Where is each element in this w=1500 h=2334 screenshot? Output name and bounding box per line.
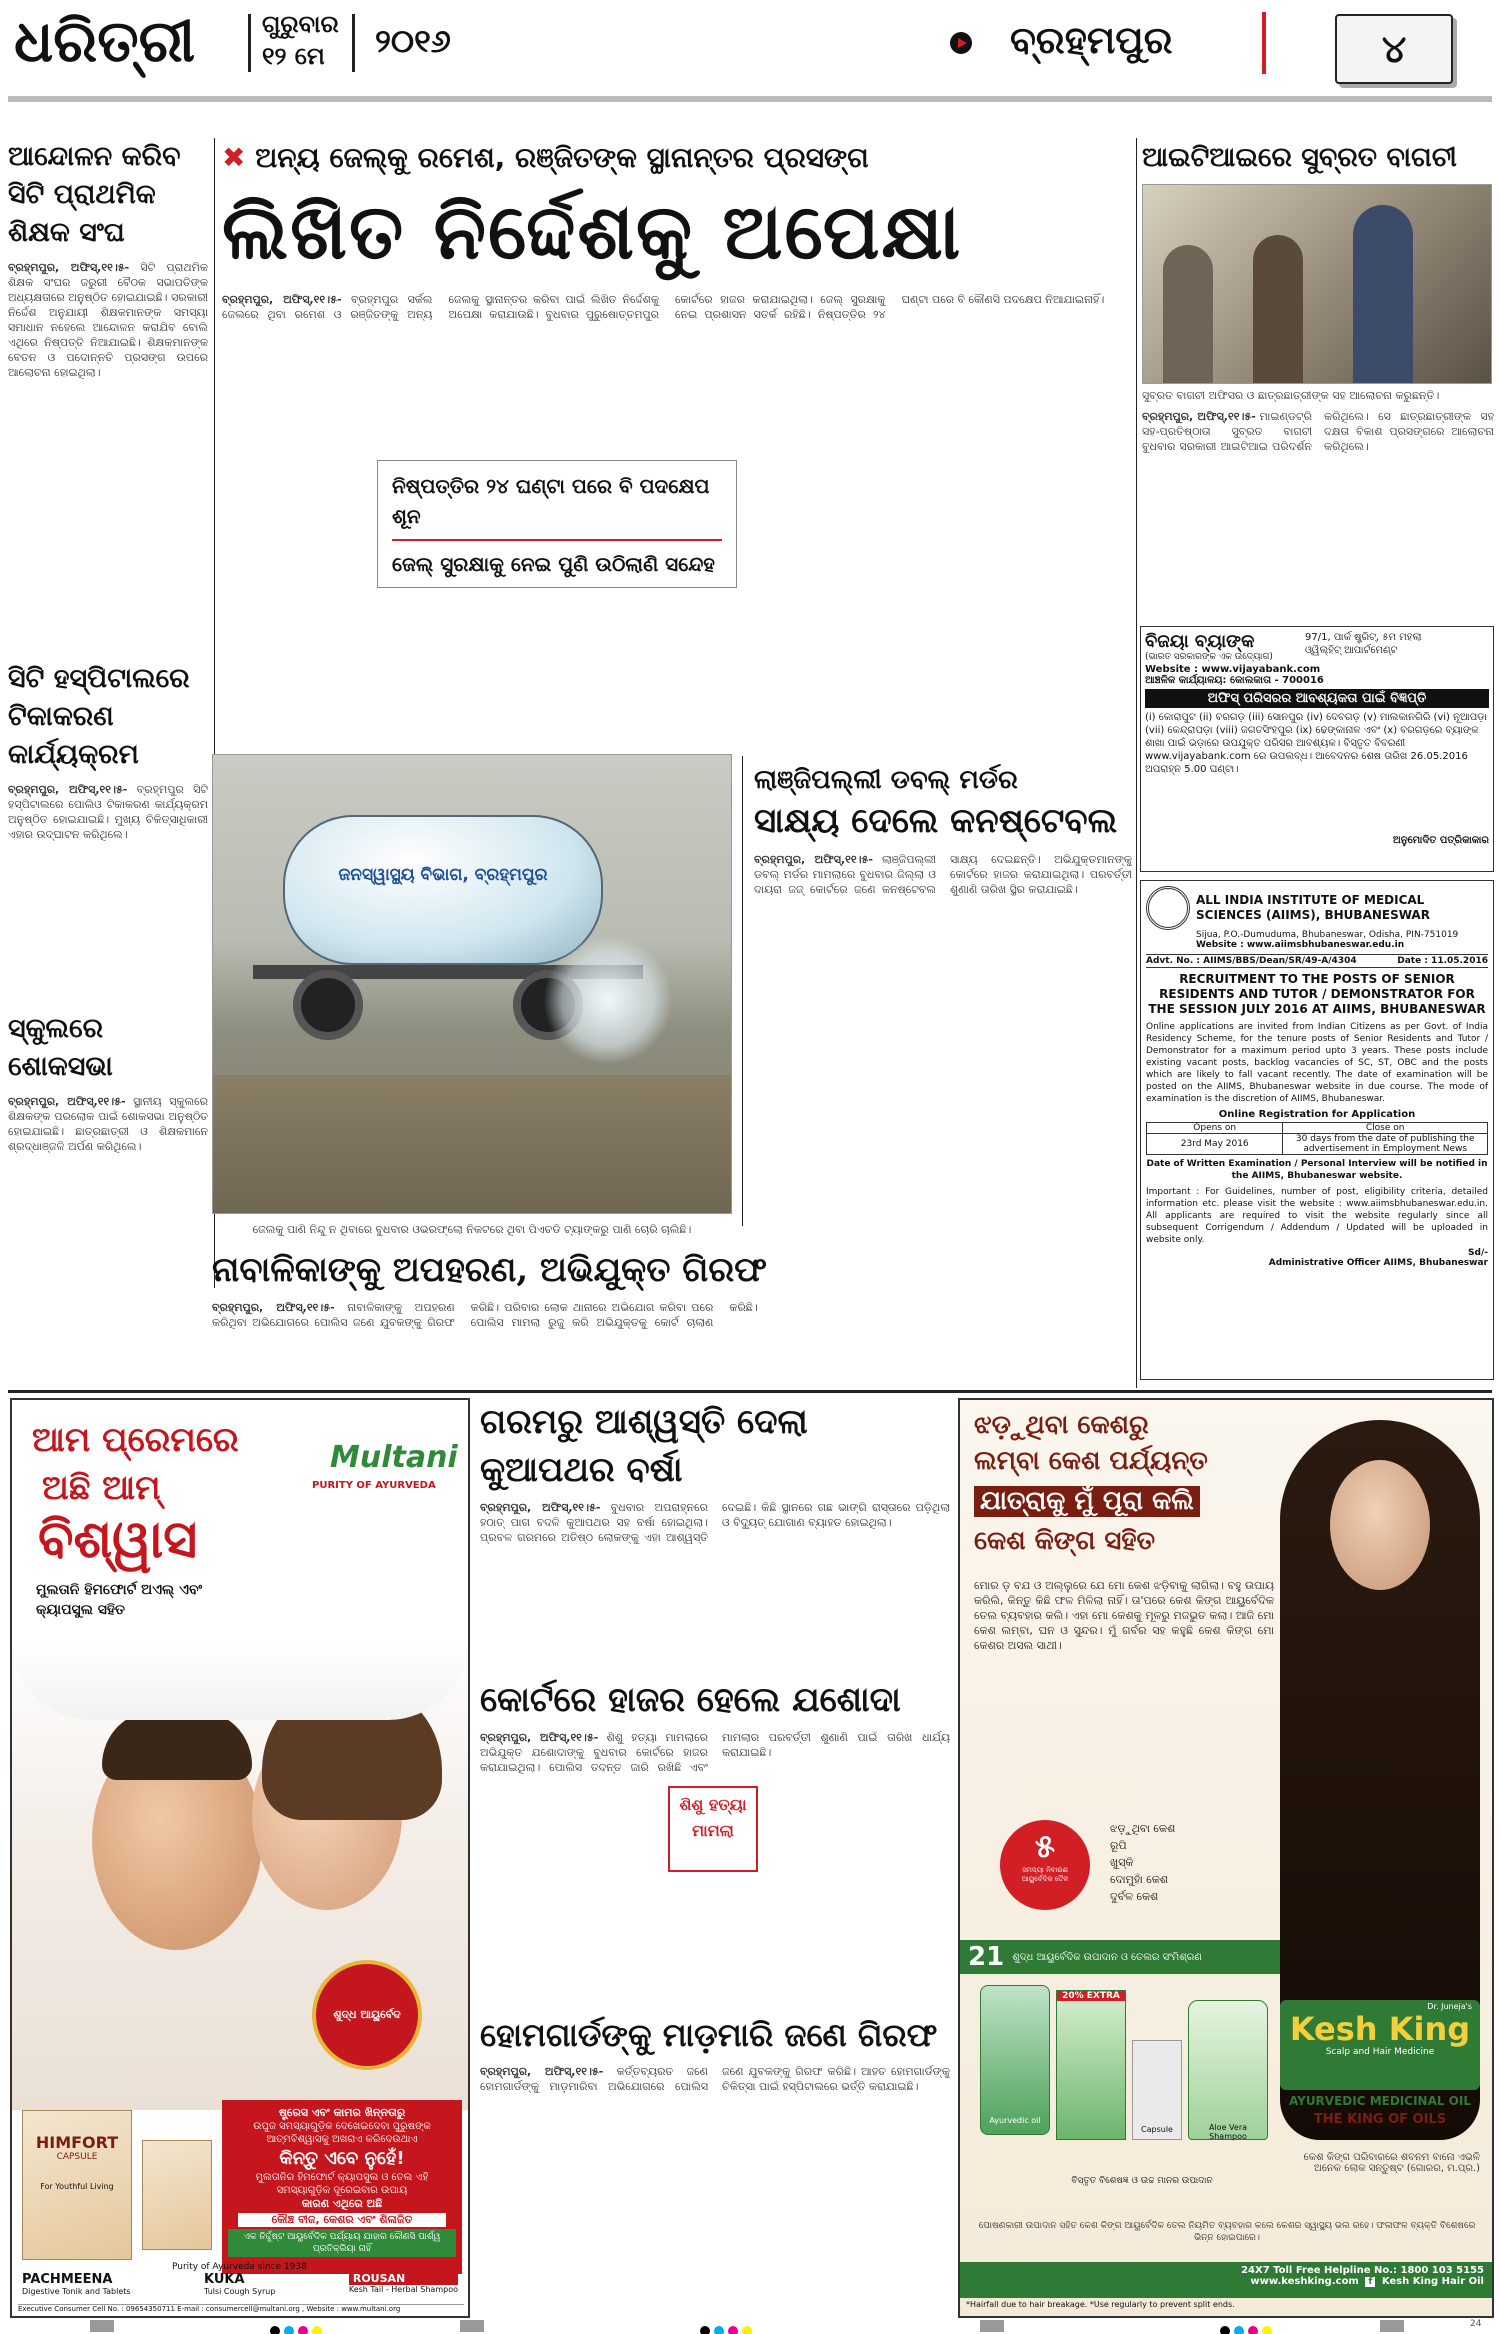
teachers-dateline: ବ୍ରହ୍ମପୁର, ଅଫିସ୍,୧୧।୫- [8,261,130,274]
lead-pullquote-2: ଜେଲ୍ ସୁରକ୍ଷାକୁ ନେଇ ପୁଣି ଉଠିଲାଣି ସନ୍ଦେହ [392,552,715,576]
aiims-logo-icon [1146,886,1190,930]
vaccination-dateline: ବ୍ରହ୍ମପୁର, ଅଫିସ୍,୧୧।୫- [8,783,128,796]
footer-page-no: 24 [1470,2319,1482,2329]
iti-headline: ଆଇଟିଆଇରେ ସୁବ୍ରତ ବାଗଚୀ [1142,142,1457,173]
teachers-headline: ଆନ୍ଦୋଳନ କରିବ ସିଟି ପ୍ରାଥମିକ ଶିକ୍ଷକ ସଂଘ [8,141,181,248]
dot-black [700,2326,710,2334]
homeguard-body-wrap [480,2064,950,2294]
keshking-brand: Kesh King [1289,2010,1471,2048]
keshking-brand-sub: Scalp and Hair Medicine [1325,2047,1435,2057]
opens-label: Opens on [1147,1123,1283,1134]
rain-headline: ଗରମରୁ ଆଶ୍ୱସ୍ତି ଦେଲା କୁଆପଥର ବର୍ଷା [480,1402,808,1490]
rain-body: ବୁଧବାର ଅପରାହ୍ନରେ ହଠାତ୍ ପାଗ ବଦଳି କୁଆପଥର ସହ ବର୍ଷା ହୋଇଥିଲା। ପ୍ରବଳ ଗରମରେ ଅତିଷ୍ଠ ଲୋକଙ୍କୁ ଏହା ଆଶ୍ୱସ୍ତି ଦେଇଛି। କିଛି ସ୍ଥାନରେ ଗଛ ଭାଙ୍ଗି ରାସ୍ତାରେ ପଡ଼ିଥିଲା ଓ ବିଦ୍ୟୁତ୍ ଯୋଗାଣ ବ୍ୟାହତ ହୋଇଥିଲା। [480,1501,950,1544]
condolence-headline: ସ୍କୁଲରେ ଶୋକସଭା [8,1013,113,1082]
pachmeena-name: PACHMEENA [22,2272,113,2287]
vijaya-title-block [1145,631,1305,662]
tanker-photo-caption: ଜେଲକୁ ପାଣି ନିନ୍ଦୁ ନ ଥିବାରେ ବୁଧବାର ଓଭରଫ୍ଲୋ ନିକଟରେ ଥିବା ପିଏଚଡି ଟ୍ୟାଙ୍କରୁ ପାଣି ଚୋରି ଚାଲିଛି। [252,1223,692,1236]
kuka-tag: Tulsi Cough Syrup [204,2287,276,2296]
aiims-exam-note: Date of Written Examination / Personal Interview will be notified in the AIIMS, Bhubaneswar website. [1146,1159,1488,1181]
column-rule-lead [742,756,743,1226]
keshking-headline-1: ଝଡ଼ୁଥିବା କେଶରୁ [974,1410,1149,1440]
column-rule-right [1136,138,1137,1388]
court-badge-text: ଶିଶୁ ହତ୍ୟା ମାମଲା [679,1795,747,1840]
homeguard-dateline: ବ୍ରହ୍ମପୁର, ଅଫିସ୍,୧୧।୫- [480,2065,604,2078]
list-item: ଦୋମୁହାଁ କେଶ [1110,1873,1169,1886]
multani-brand: Multani [330,1440,458,1475]
aiims-important: Important : For Guidelines, number of post, eligibility criteria, detailed information etc. please visit the website : www.aiimsbhubaneswar.edu.in. All applicants are required to visit the website regularly since all subsequent Corrigendum / Addendum / Updated will be uploaded in website only. [1146,1187,1488,1245]
person-silhouette-2 [1253,235,1303,384]
murder-story [754,762,1132,1382]
murder-dateline: ବ୍ରହ୍ମପୁର, ଅଫିସ୍,୧୧।୫- [754,853,873,866]
dot-cyan [1234,2326,1244,2334]
page-number-tab [1335,14,1453,84]
registration-block-mid1 [460,2320,484,2332]
keshking-herbs-bar [960,1940,1280,1974]
list-item: ରୂପି [1110,1839,1127,1852]
vijaya-bank-notice [1140,626,1494,872]
iti-story [1142,138,1494,648]
lead-kicker-text: ଅନ୍ୟ ଜେଲ୍‌କୁ ରମେଶ, ରଞ୍ଜିତଙ୍କ ସ୍ଥାନାନ୍ତର ପ୍ରସଙ୍ଗ [255,141,869,174]
keshking-site: www.keshking.com [1250,2276,1359,2287]
lead-pullquote-1: ନିଷ୍ପତ୍ତିର ୨୪ ଘଣ୍ଟା ପରେ ବି ପଦକ୍ଷେପ ଶୂନ [392,474,710,528]
keshking-shampoo [1188,2000,1268,2140]
keshking-user-note: କେଶ କିଙ୍ଗ ପରିବାରରେ ଶବନମ ବାନୋ ଏଭଳି ଅନେକ ଲୋକ ସନ୍ତୁଷ୍ଟ (ଗୋରର, ମ.ପ୍ର.) [1303,2152,1480,2174]
lead-dateline: ବ୍ରହ୍ମପୁର, ଅଫିସ୍,୧୧।୫- [222,293,342,306]
dot-magenta [298,2326,308,2334]
lead-headline: ଲିଖିତ ନିର୍ଦ୍ଦେଶକୁ ଅପେକ୍ଷା [222,187,963,276]
multani-sub-brands [22,2272,458,2302]
keshking-herbs-text: ଶୁଦ୍ଧ ଆୟୁର୍ବେଦିକ ଉପାଦାନ ଓ ତେଲର ସଂମିଶ୍ରଣ [1012,1951,1202,1963]
multani-footer: Executive Consumer Cell No. : 09654350711 E-mail : consumercell@multani.org , Website : www.multani.org [18,2304,464,2313]
homeguard-headline: ହୋମଗାର୍ଡଙ୍କୁ ମାଡ଼ମାରି ଜଣେ ଗିରଫ [480,2016,938,2054]
masthead-day: ଗୁରୁବାର [262,10,339,38]
himfort-product: HIMFORT [35,2133,119,2152]
himfort-product-sub: CAPSULE [56,2152,98,2162]
vijaya-header [1145,631,1489,662]
list-item: ଖୁସ୍କି [1110,1856,1134,1869]
keshking-logo [1280,2000,1480,2090]
quality-seal-text: ଶୁଦ୍ଧ ଆୟୁର୍ବେଦ [333,2008,401,2021]
red-cross-icon: ✖ [222,141,246,174]
masthead-divider-2 [352,14,355,72]
kuka-brand [204,2272,275,2296]
multani-headline-2: ଅଛି ଆମ୍ [42,1468,161,1508]
keshking-benefits [1110,1820,1175,1905]
masthead [0,0,1500,112]
tanker-wheel-left [293,970,363,1040]
rain-story [480,1398,950,1668]
keshking-footnote: *Hairfall due to hair breakage. *Use regularly to prevent split ends. [966,2300,1235,2309]
aiims-notice [1140,880,1494,1380]
keshking-fb: Kesh King Hair Oil [1381,2276,1484,2287]
masthead-rule [8,96,1492,102]
abduction-dateline: ବ୍ରହ୍ମପୁର, ଅଫିସ୍,୧୧।୫- [212,1301,335,1314]
water-splash [543,935,673,1065]
keshking-headline-4: କେଶ କିଙ୍ଗ ସହିତ [974,1526,1156,1556]
aiims-sign: Sd/- [1468,1248,1488,1258]
vaccination-headline: ସିଟି ହସ୍ପିଟାଲରେ ଟିକାକରଣ କାର୍ଯ୍ୟକ୍ରମ [8,663,190,770]
vijaya-body: (i) କୋରାପୁଟ (ii) ବରଗଡ଼ (iii) ସୋନପୁର (iv) ଦେବଗଡ଼ (v) ମାଲକାନଗିରି (vi) ନୂଆପଡ଼ା (vii) କେନ୍ଦ୍ରାପଡ଼ା (viii) ଜଗତସିଂହପୁର (ix) ଢେଙ୍କାନାଳ ଏବଂ (x) ବରଗଡ଼ରେ ବ୍ୟାଙ୍କ ଶାଖା ପାଇଁ ଭଡ଼ାରେ ଉପଯୁକ୍ତ ପରିସର ଆବଶ୍ୟକ। ବିସ୍ତୃତ ବିବରଣୀ www.vijayabank.com ରେ ଉପଲବ୍ଧ। ଆବେଦନର ଶେଷ ତାରିଖ 26.05.2016 ଅପରାହ୍ନ 5.00 ଘଣ୍ଟା। [1145,712,1487,775]
multani-promo-5: କାରଣ ଏଥିରେ ଅଛି [301,2197,383,2210]
teachers-body-wrap [8,260,208,640]
keshking-oil-label: Ayurvedic oil [989,2116,1041,2125]
rousan-tag: Kesh Tail - Herbal Shampoo [348,2285,458,2294]
abduction-body: ନାବାଳିକାଙ୍କୁ ଅପହରଣ କରିଥିବା ଅଭିଯୋଗରେ ପୋଲିସ ଜଣେ ଯୁବକଙ୍କୁ ଗିରଫ କରିଛି। ପରିବାର ଲୋକ ଥାନାରେ ଅଭିଯୋଗ କରିବା ପରେ ପୋଲିସ ମାମଲା ରୁଜୁ କରି ଅଭିଯୁକ୍ତକୁ କୋର୍ଟ ଚାଲାଣ କରିଛି। [212,1301,758,1329]
pachmeena-tag: Digestive Tonik and Tablets [22,2287,131,2296]
vijaya-address-2: ଓ୍ୱିଲ୍‌ହିଟ୍ ଆପାର୍ଟମେଣ୍ଟ [1305,645,1398,656]
person-silhouette-1 [1353,205,1413,384]
keshking-brand-by: Dr. Juneja's [1427,2002,1472,2011]
keshking-product-line: AYURVEDIC MEDICINAL OIL [1288,2094,1471,2108]
aiims-table-title: Online Registration for Application [1218,1109,1416,1120]
court-story [480,1676,950,2006]
iti-photo-caption: ସୁବ୍ରତ ବାଗଚୀ ଅଫିସର ଓ ଛାତ୍ରଛାତ୍ରୀଙ୍କ ସହ ଆଲୋଚନା କରୁଛନ୍ତି। [1142,389,1440,402]
teachers-body: ସିଟି ପ୍ରାଥମିକ ଶିକ୍ଷକ ସଂଘର ଜରୁରୀ ବୈଠକ ସଭାପତିଙ୍କ ଅଧ୍ୟକ୍ଷତାରେ ଅନୁଷ୍ଠିତ ହୋଇଯାଇଛି। ସରକାରୀ ନିର୍ଦ୍ଦେଶ ଅନୁଯାୟୀ ଶିକ୍ଷକମାନଙ୍କ ସମସ୍ୟା ସମାଧାନ ନହେଲେ ଆନ୍ଦୋଳନ କରାଯିବ ବୋଲି ଏଥିରେ ନିଷ୍ପତ୍ତି ନିଆଯାଇଛି। ଶିକ୍ଷକମାନଙ୍କ ବେତନ ଓ ପଦୋନ୍ନତି ପ୍ରସଙ୍ଗ ଉପରେ ଆଲୋଚନା ହୋଇଥିଲା। [8,261,208,379]
aiims-advt-row [1146,954,1488,968]
keshking-shampoo-label: Aloe Vera Shampoo [1208,2123,1248,2141]
vijaya-footer: ଅନୁମୋଦିତ ପତ୍ରିକାକାର [1392,835,1489,846]
vijaya-address-block [1305,631,1421,662]
dot-cyan [284,2326,294,2334]
court-headline: କୋର୍ଟରେ ହାଜର ହେଲେ ଯଶୋଦା [480,1680,901,1720]
dot-black [270,2326,280,2334]
murder-headline: ସାକ୍ଷ୍ୟ ଦେଲେ କନଷ୍ଟେବଲ [754,801,1118,841]
person-silhouette-3 [1163,245,1213,384]
rain-body-wrap [480,1500,950,1696]
abduction-headline: ନାବାଳିକାଙ୍କୁ ଅପହରଣ, ଅଭିଯୁକ୍ତ ଗିରଫ [212,1250,767,1290]
keshking-disclaimer: ପୋଷଣକାରୀ ଉପାଦାନ ସହିତ କେଶ କିଙ୍ଗ ଆୟୁର୍ବେଦିକ ତେଲ ନିୟମିତ ବ୍ୟବହାର କଲେ କେଶର ସ୍ୱାସ୍ଥ୍ୟ ଭଲ ରହେ। ଫଳାଫଳ ବ୍ୟକ୍ତି ବିଶେଷରେ ଭିନ୍ନ ହୋଇପାରେ। [978,2221,1476,2243]
keshking-badge-num: ୫ [1035,1827,1055,1865]
keshking-capsule-pack [1132,2040,1182,2140]
vijaya-address: 97/1, ପାର୍କ ଷ୍ଟ୍ରିଟ୍, ୫ମ ମହଲା [1305,632,1422,643]
multani-ad [10,1398,470,2318]
homeguard-story [480,2012,950,2312]
lead-body-text: ବ୍ରହ୍ମପୁର ସର୍କଲ ଜେଲରେ ଥିବା ରମେଶ ଓ ରଞ୍ଜିତଙ୍କୁ ଅନ୍ୟ ଜେଲକୁ ସ୍ଥାନାନ୍ତର କରିବା ପାଇଁ ଲିଖିତ ନିର୍ଦ୍ଦେଶକୁ ଅପେକ୍ଷା କରାଯାଉଛି। ବୁଧବାର ପୁରୁଷୋତ୍ତମପୁର କୋର୍ଟରେ ହାଜର କରାଯାଇଥିଲା। ଜେଲ୍ ସୁରକ୍ଷାକୁ ନେଇ ପ୍ରଶାସନ ସତର୍କ ରହିଛି। ନିଷ୍ପତ୍ତିର ୨୪ ଘଣ୍ଟା ପରେ ବି କୌଣସି ପଦକ୍ଷେପ ନିଆଯାଇନାହିଁ। [222,293,1105,321]
edition-accent-bar [1262,12,1266,74]
rousan-brand [349,2272,458,2294]
aiims-website: Website : www.aiimsbhubaneswar.edu.in [1196,940,1405,950]
edition-name: ବ୍ରହ୍ମପୁର [1010,18,1173,62]
vaccination-body: ବ୍ରହ୍ମପୁର ସିଟି ହସ୍ପିଟାଲରେ ପୋଲିଓ ଟିକାକରଣ କାର୍ଯ୍ୟକ୍ରମ ଅନୁଷ୍ଠିତ ହୋଇଯାଇଛି। ମୁଖ୍ୟ ଚିକିତ୍ସାଧିକାରୀ ଏହାର ଉଦ୍‌ଘାଟନ କରିଥିଲେ। [8,783,208,841]
tanker-label: ଜନସ୍ୱାସ୍ଥ୍ୟ ବିଭାଗ, ବ୍ରହ୍ମପୁର [338,865,548,885]
court-dateline: ବ୍ରହ୍ମପୁର, ଅଫିସ୍,୧୧।୫- [480,1731,599,1744]
color-dots-1 [270,2321,326,2334]
teachers-story [8,138,208,658]
opens-value: 23rd May 2016 [1147,1134,1283,1155]
multani-promo-3: କିନ୍ତୁ ଏବେ ନୁହେଁ! [279,2148,405,2169]
model-face [1330,1460,1430,1590]
closes-label: Close on [1283,1123,1488,1134]
section-rule [8,1390,1492,1393]
himfort-box [22,2110,132,2260]
aiims-signatory: Administrative Officer AIIMS, Bhubaneswar [1268,1258,1488,1268]
keshking-headline-3: ଯାତ୍ରାକୁ ମୁଁ ପୂରା କଲି [974,1486,1200,1517]
rousan-name: ROUSAN [349,2272,458,2285]
paper-name: ଧରିତ୍ରୀ [14,7,196,75]
court-badge [668,1786,758,1872]
iti-dateline: ବ୍ରହ୍ମପୁର, ଅଫିସ୍,୧୧।୫- [1142,410,1256,423]
aiims-advt-no: Advt. No. : AIIMS/BBS/Dean/SR/49-A/4304 [1146,956,1357,966]
registration-block-right [1380,2320,1404,2332]
play-icon [958,38,967,48]
water-puddle [213,1075,732,1214]
multani-promo-4: ମୁଲତାନିର ହିମଫୋର୍ଟ କ୍ୟାପସୁଲ ଓ ତେଲ ଏହି ସମସ୍ୟାଗୁଡ଼ିକ ଦୂରେଇବାର ଉପାୟ [255,2172,429,2196]
facebook-icon: f [1365,2277,1375,2287]
keshking-helpline-bar [960,2262,1492,2298]
table-row [1147,1123,1488,1134]
masthead-year: ୨୦୧୬ [375,22,451,60]
dot-magenta [1248,2326,1258,2334]
page-number: ୪ [1381,27,1407,71]
multani-promo [222,2100,462,2274]
kuka-name: KUKA [204,2272,245,2287]
pullquote-divider [392,539,722,541]
multani-promo-6: କୌଞ୍ଚ ବୀଜ, କେଶର ଏବଂ ଶିଳାଜିତ [238,2213,446,2227]
court-body: ଶିଶୁ ହତ୍ୟା ମାମଲାରେ ଅଭିଯୁକ୍ତ ଯଶୋଦାଙ୍କୁ ବୁଧବାର କୋର୍ଟରେ ହାଜର କରାଯାଇଥିଲା। ପୋଲିସ ତଦନ୍ତ ଜାରି ରଖିଛି ଏବଂ ମାମଲାର ପରବର୍ତ୍ତୀ ଶୁଣାଣି ପାଇଁ ତାରିଖ ଧାର୍ଯ୍ୟ କରାଯାଇଛି। [480,1731,950,1774]
keshking-ad [958,1398,1494,2318]
condolence-body: ସ୍ଥାନୀୟ ସ୍କୁଲରେ ଶିକ୍ଷକଙ୍କ ପରଲୋକ ପାଇଁ ଶୋକସଭା ଅନୁଷ୍ଠିତ ହୋଇଯାଇଛି। ଛାତ୍ରଛାତ୍ରୀ ଓ ଶିକ୍ଷକମାନେ ଶ୍ରଦ୍ଧାଞ୍ଜଳି ଅର୍ପଣ କରିଥିଲେ। [8,1095,208,1153]
lead-pullquote-box [377,460,737,588]
himfort-product-tag: For Youthful Living [40,2182,114,2191]
multani-promo-2: ଉପୁଜ ସମସ୍ୟାଗୁଡ଼ିକ ଦେଖେଇଦେବା ପୁରୁଷଙ୍କ ଆତ୍ମବିଶ୍ୱାସକୁ ଅଖରାଏ କରିଦେଉଥାଏ [253,2121,431,2145]
quality-seal [312,1960,422,2070]
keshking-headline-2: ଲମ୍ବା କେଶ ପର୍ଯ୍ୟନ୍ତ [974,1446,1208,1476]
man-hair [102,1710,252,1780]
multani-headline-3: ବିଶ୍ୱାସ [38,1510,198,1570]
iti-photo [1142,184,1492,384]
keshking-badge-text: ସମସ୍ୟା ନିବାରଣ ଆୟୁର୍ବେଦିକ ତୈଳ [1021,1866,1069,1883]
keshking-testimonial: ମୋର ଡ଼ ବଯ ଓ ଅଲ୍ଲୁରେ ଯେ ମୋ କେଶ ଝଡ଼ିବାକୁ ଲାଗିଲା। ବହୁ ଉପାୟ କରିଲି, କିନ୍ତୁ କିଛି ଫଳ ମିଳିଲା ନାହିଁ। ତା'ପରେ କେଶ କିଙ୍ଗ ଆୟୁର୍ବେଦିକ ତେଲ ବ୍ୟବହାର କଲି। ଏହା ମୋ କେଶକୁ ମୂଳରୁ ମଜଭୁତ କଲା। ଆଜି ମୋ କେଶ ଲମ୍ବା, ଘନ ଓ ସୁନ୍ଦର। ମୁଁ ଗର୍ବର ସହ କହୁଛି କେଶ କିଙ୍ଗ ମୋ କେଶର ଅସଲ ସାଥୀ। [974,1579,1274,1652]
registration-block-left [90,2320,114,2332]
multani-headline-1: ଆମ ପ୍ରେମରେ [32,1420,239,1460]
color-dots-2 [700,2321,756,2334]
vijaya-website: Website : www.vijayabank.com [1145,664,1321,675]
keshking-site-row [968,2276,1484,2287]
keshking-oil-box [1056,1990,1126,2140]
keshking-helpline: 24X7 Toll Free Helpline No.: 1800 103 5155 [1241,2265,1484,2276]
dot-yellow [1262,2326,1272,2334]
vijaya-banner: ଅଫିସ୍ ପରିସରର ଆବଶ୍ୟକତା ପାଇଁ ବିଜ୍ଞପ୍ତି [1145,689,1489,708]
vijaya-region: ଆଞ୍ଚଳିକ କାର୍ଯ୍ୟାଳୟ: କୋଲକାତା - 700016 [1145,675,1324,686]
condolence-story [8,1010,208,1310]
multani-promo-7: ଏକ ନିର୍ଦ୍ଦୁଷ୍ଟ ଆୟୁର୍ବେଦିକ ପର୍ଯ୍ୟାୟ ଯାହାର କୌଣସି ପାର୍ଶ୍ୱ ପ୍ରତିକ୍ରିୟା ନାହିଁ [228,2229,456,2257]
aiims-address: Sijua, P.O.-Dumuduma, Bhubaneswar, Odisha, PIN-751019 [1196,930,1459,940]
murder-kicker: ଲାଞ୍ଜିପଲ୍ଲୀ ଡବଲ୍ ମର୍ଡର [754,765,1018,795]
multani-subline: ମୁଲତାନି ହିମଫୋର୍ଟ ଅଏଲ୍ ଏବଂ କ୍ୟାପସୁଲ ସହିତ [36,1582,203,1618]
closes-value: 30 days from the date of publishing the advertisement in Employment News [1283,1134,1488,1155]
keshking-oil-bottle [980,1985,1050,2135]
keshking-tagline: THE KING OF OILS [1313,2112,1447,2127]
list-item: ଝଡ଼ୁଥିବା କେଶ [1110,1822,1176,1835]
aiims-advt-date: Date : 11.05.2016 [1397,956,1488,966]
multani-brand-tag: PURITY OF AYURVEDA [312,1480,436,1491]
vaccination-body-wrap [8,782,208,982]
condolence-body-wrap [8,1094,208,1334]
aiims-header [1146,886,1488,930]
homeguard-body: କର୍ତ୍ତବ୍ୟରତ ଜଣେ ହୋମଗାର୍ଡଙ୍କୁ ମାଡ଼ମାରିବା ଅଭିଯୋଗରେ ପୋଲିସ ଜଣେ ଯୁବକଙ୍କୁ ଗିରଫ କରିଛି। ଆହତ ହୋମଗାର୍ଡଙ୍କୁ ଚିକିତ୍ସା ପାଇଁ ହସ୍ପିଟାଲରେ ଭର୍ତ୍ତି କରାଯାଇଛି। [480,2065,950,2093]
masthead-divider [248,14,251,72]
lead-kicker [222,140,1112,176]
vijaya-bank-name: ବିଜୟା ବ୍ୟାଙ୍କ [1145,631,1255,652]
aiims-title: RECRUITMENT TO THE POSTS OF SENIOR RESIDENTS AND TUTOR / DEMONSTRATOR FOR THE SESSION JULY 2016 AT AIIMS, BHUBANESWAR [1148,972,1486,1016]
keshking-capsule-label: Capsule [1141,2125,1173,2134]
keshking-badge [1000,1820,1090,1910]
condolence-dateline: ବ୍ରହ୍ମପୁର, ଅଫିସ୍,୧୧।୫- [8,1095,126,1108]
iti-body: ମାଇଣ୍ଡଟ୍ରି ସହ-ପ୍ରତିଷ୍ଠାତା ସୁବ୍ରତ ବାଗଚୀ ବୁଧବାର ସରକାରୀ ଆଇଟିଆଇ ପରିଦର୍ଶନ କରିଥିଲେ। ସେ ଛାତ୍ରଛାତ୍ରୀଙ୍କ ସହ ଦକ୍ଷତା ବିକାଶ ପ୍ରସଙ୍ଗରେ ଆଲୋଚନା କରିଥିଲେ। [1142,410,1494,453]
color-dots-3 [1220,2321,1276,2334]
table-row [1147,1134,1488,1155]
iti-body-wrap [1142,409,1494,569]
dot-magenta [728,2326,738,2334]
himfort-box-small [142,2140,212,2250]
multani-purity-since: Purity of Ayurveda since 1938 [172,2262,307,2272]
tanker-photo [212,754,732,1214]
dot-yellow [312,2326,322,2334]
vaccination-story [8,660,208,990]
aiims-table [1146,1122,1488,1155]
sheet [12,1640,468,1720]
aiims-body: Online applications are invited from Indian Citizens as per Govt. of India Residency Scheme, for the tenure posts of Senior Residents and Tutor / Demonstrator for a maximum period upto 3 years. These posts include existing vacant posts, backlog vacancies of SC, ST, OBC and the posts which are likely to fall vacant recently. The date of examination will be posted on the AIIMS, Bhubaneswar website in due course. The mode of examination is the discretion of AIIMS, Bhubaneswar. [1146,1022,1488,1104]
keshking-extra-badge: 20% EXTRA [1057,1991,1125,2001]
vijaya-bank-sub: (ଭାରତ ସରକାରଙ୍କ ଏକ ଉଦ୍ୟୋଗ) [1145,652,1273,662]
pachmeena-brand [22,2272,131,2296]
dot-yellow [742,2326,752,2334]
keshking-herbs-num: 21 [968,1942,1005,1972]
dot-cyan [714,2326,724,2334]
murder-body: ଲାଞ୍ଜିପଲ୍ଲୀ ଡବଲ୍ ମର୍ଡର ମାମଲାରେ ବୁଧବାର ଜିଲ୍ଲା ଓ ଦାୟରା ଜଜ୍ କୋର୍ଟରେ ଜଣେ କନଷ୍ଟେବଲ ସାକ୍ଷ୍ୟ ଦେଇଛନ୍ତି। ଅଭିଯୁକ୍ତମାନଙ୍କୁ କୋର୍ଟରେ ହାଜର କରାଯାଇଥିଲା। ପରବର୍ତ୍ତୀ ଶୁଣାଣି ତାରିଖ ସ୍ଥିର କରାଯାଇଛି। [754,853,1132,896]
registration-block-mid2 [980,2320,1004,2332]
keshking-doctors-note: ବିସ୍ତୃତ ବିଶେଷଜ୍ଞ ଓ ଉଚ୍ଚ ମାନର ଉପାଦାନ [1071,2176,1213,2186]
rain-dateline: ବ୍ରହ୍ମପୁର, ଅଫିସ୍,୧୧।୫- [480,1501,601,1514]
murder-body-wrap [754,852,1132,1372]
list-item: ଦୁର୍ବଳ କେଶ [1110,1890,1159,1903]
print-registration-strip [0,2318,1500,2334]
dot-black [1220,2326,1230,2334]
multani-promo-1: ଷ୍ଟ୍ରେସ ଏବଂ କାମର ଖିନ୍ନତାରୁ [278,2106,406,2119]
masthead-date: ୧୨ ମେ [262,42,325,70]
aiims-institute: ALL INDIA INSTITUTE OF MEDICAL SCIENCES (AIIMS), BHUBANESWAR [1196,893,1430,922]
